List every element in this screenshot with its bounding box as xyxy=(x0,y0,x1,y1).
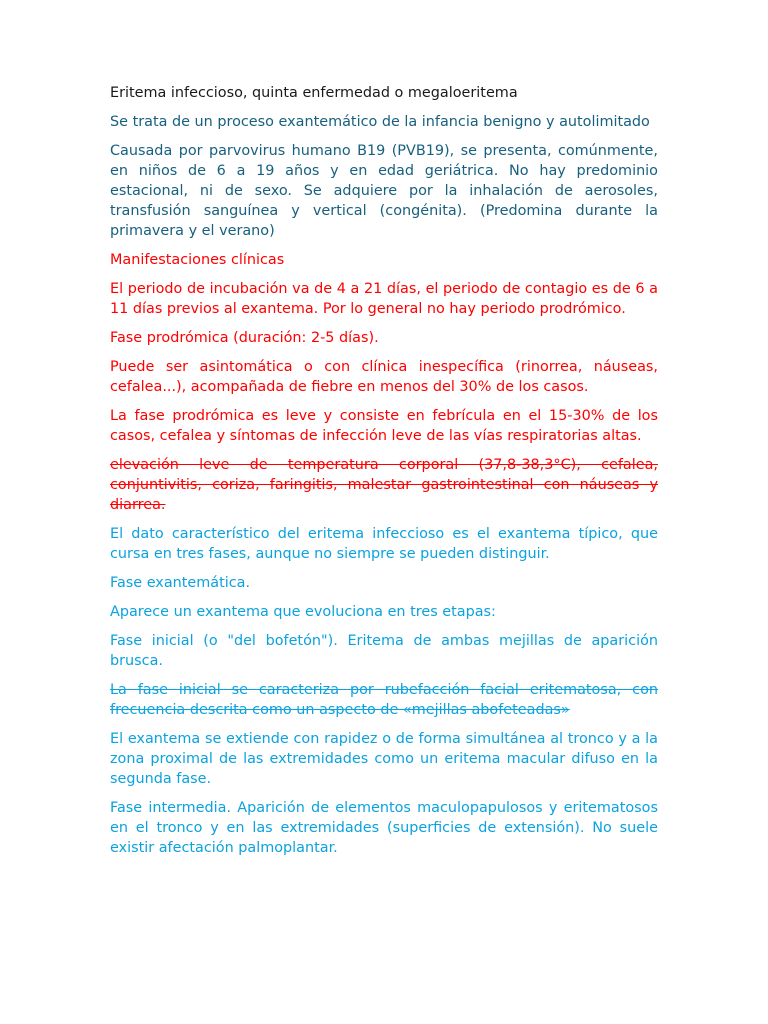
spread-paragraph: El exantema se extiende con rapidez o de forma simultánea al tronco y a la zona proximal de las extremidades como un eritema macular difuso en la segunda fase. xyxy=(110,731,658,787)
prodromal-struck-paragraph: elevación leve de temperatura corporal (37,8-38,3°C), cefalea, conjuntivitis, coriza, faringitis, malestar gastrointestinal con náuseas y diarrea. xyxy=(110,457,658,513)
initial-phase-struck-paragraph: La fase inicial se caracteriza por rubefacción facial eritematosa, con frecuencia descrita como un aspecto de «mejillas abofeteadas» xyxy=(110,682,658,718)
exanthem-heading: Fase exantemática. xyxy=(110,574,251,591)
initial-phase-paragraph: Fase inicial (o "del bofetón"). Eritema de ambas mejillas de aparición brusca. xyxy=(110,633,658,670)
prodromal-paragraph-2: La fase prodrómica es leve y consiste en febrícula en el 15-30% de los casos, cefalea y síntomas de infección leve de las vías respiratorias altas. xyxy=(110,408,658,444)
incubation-paragraph: El periodo de incubación va de 4 a 21 días, el periodo de contagio es de 6 a 11 días previos al exantema. Por lo general no hay periodo prodrómico. xyxy=(110,280,658,317)
intermediate-phase-paragraph: Fase intermedia. Aparición de elementos maculopapulosos y eritematosos en el tronco y en las extremidades (superficies de extensión). No suele existir afectación palmoplantar. xyxy=(110,799,658,856)
exanthem-intro-paragraph: El dato característico del eritema infeccioso es el exantema típico, que cursa en tres fases, aunque no siempre se pueden distinguir. xyxy=(110,525,658,562)
intro-paragraph: Se trata de un proceso exantemático de la infancia benigno y autolimitado xyxy=(110,114,650,131)
prodromal-paragraph-1: Puede ser asintomática o con clínica inespecífica (rinorrea, náuseas, cefalea...), acompañada de fiebre en menos del 30% de los casos. xyxy=(110,359,658,395)
prodromal-heading: Fase prodrómica (duración: 2-5 días). xyxy=(110,329,379,346)
document-page xyxy=(110,84,658,868)
document-title: Eritema infeccioso, quinta enfermedad o megaloeritema xyxy=(110,85,518,101)
exanthem-stages-paragraph: Aparece un exantema que evoluciona en tres etapas: xyxy=(110,604,496,621)
cause-paragraph: Causada por parvovirus humano B19 (PVB19), se presenta, comúnmente, en niños de 6 a 19 años y en edad geriátrica. No hay predominio estacional, ni de sexo. Se adquiere por la inhalación de aerosoles, transfusión sanguínea y vertical (congénita). (Predomina durante la primavera y el verano) xyxy=(110,143,658,239)
manifestaciones-heading: Manifestaciones clínicas xyxy=(110,251,285,268)
